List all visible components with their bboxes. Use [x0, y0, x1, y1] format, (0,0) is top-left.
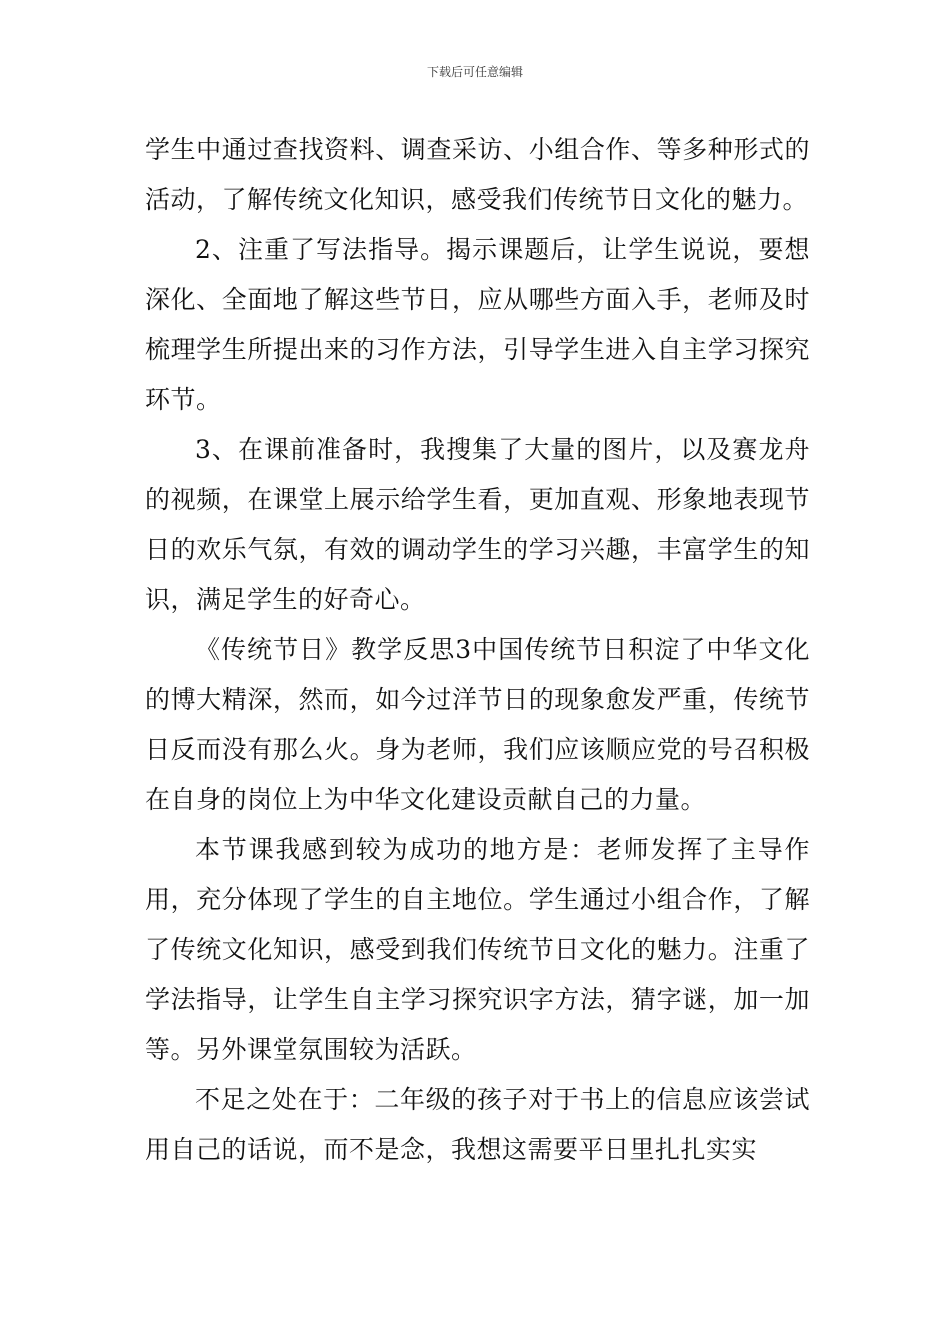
page-header: 下载后可任意编辑 — [426, 65, 523, 79]
paragraph-writing-guidance: 2、注重了写法指导。揭示课题后，让学生说说，要想深化、全面地了解这些节日，应从哪些方面入手，老师及时梳理学生所提出来的习作方法，引导学生进入自主学习探究环节。 — [145, 235, 810, 414]
paragraph-continuation: 学生中通过查找资料、调查采访、小组合作、等多种形式的活动，了解传统文化知识，感受我们传统节日文化的魅力。 — [145, 135, 810, 214]
paragraph-preparation: 3、在课前准备时，我搜集了大量的图片，以及赛龙舟的视频，在课堂上展示给学生看，更加直观、形象地表现节日的欢乐气氛，有效的调动学生的学习兴趣，丰富学生的知识，满足学生的好奇心。 — [145, 435, 810, 614]
paragraph-shortcomings: 不足之处在于：二年级的孩子对于书上的信息应该尝试用自己的话说，而不是念，我想这需要平日里扎扎实实 — [145, 1085, 810, 1164]
paragraph-reflection-3: 《传统节日》教学反思3中国传统节日积淀了中华文化的博大精深，然而，如今过洋节日的现象愈发严重，传统节日反而没有那么火。身为老师，我们应该顺应党的号召积极在自身的岗位上为中华文化建设贡献自己的力量。 — [145, 635, 810, 814]
paragraph-success-points: 本节课我感到较为成功的地方是：老师发挥了主导作用，充分体现了学生的自主地位。学生通过小组合作，了解了传统文化知识，感受到我们传统节日文化的魅力。注重了学法指导，让学生自主学习探究识字方法，猜字谜，加一加等。另外课堂氛围较为活跃。 — [145, 835, 810, 1064]
document-body — [145, 125, 810, 1175]
